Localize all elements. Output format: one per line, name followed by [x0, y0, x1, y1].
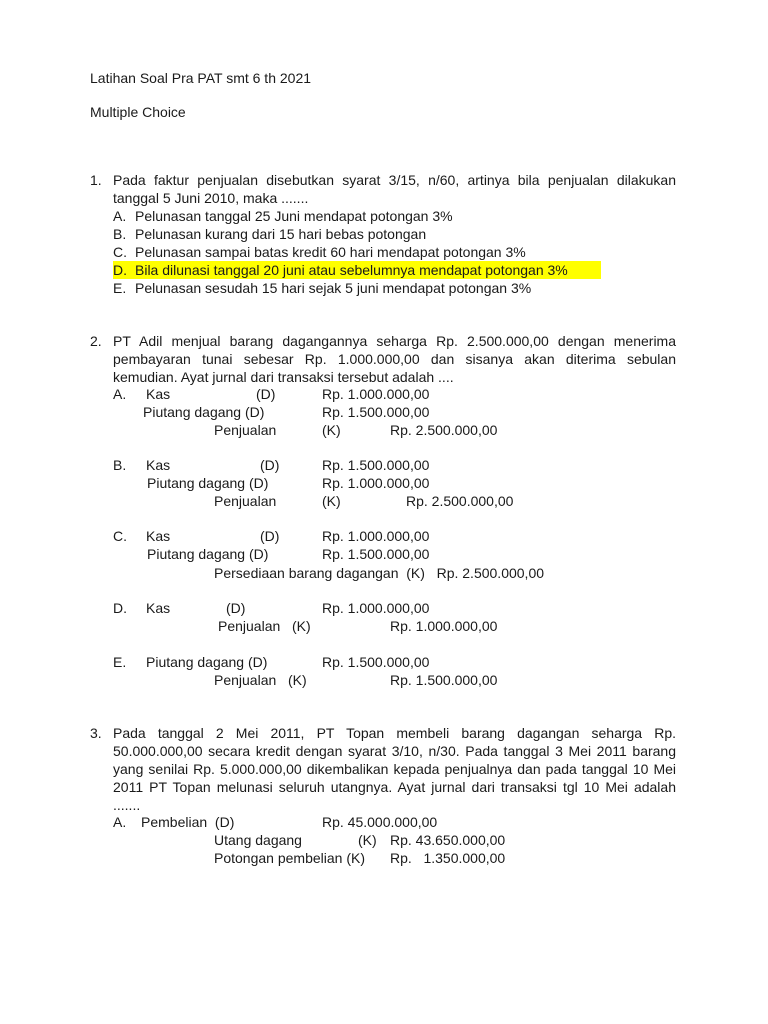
journal-amount: Rp. 1.500.000,00	[390, 672, 498, 688]
journal-amount: Rp. 1.500.000,00	[322, 404, 430, 420]
option-letter: D.	[113, 262, 127, 278]
question-text: Pada tanggal 2 Mei 2011, PT Topan membeli barang dagangan seharga Rp. 50.000.000,00 secara kredit dengan syarat 3/10, n/30. Pada tanggal 3 Mei 2011 barang yang senilai Rp. 5.000.000,00 dikembalikan kepada penjualnya dan pada tanggal 10 Mei 2011 PT Topan melunasi seluruh utangnya. Ayat jurnal dari transaksi tgl 10 Mei adalah .......	[113, 725, 676, 813]
journal-amount: Rp. 1.000.000,00	[322, 475, 430, 491]
journal-dk: (K)	[322, 493, 341, 509]
journal-amount: Rp. 1.000.000,00	[322, 528, 430, 544]
journal-amount: Rp. 43.650.000,00	[390, 832, 506, 848]
option-letter: C.	[113, 528, 127, 544]
journal-amount: Rp. 2.500.000,00	[406, 493, 514, 509]
option-text: Pelunasan sesudah 15 hari sejak 5 juni mendapat potongan 3%	[135, 280, 532, 296]
option-letter: C.	[113, 244, 127, 260]
document-subtitle: Multiple Choice	[90, 104, 186, 120]
question-number: 1.	[90, 172, 102, 188]
journal-amount: Rp. 1.000.000,00	[322, 386, 430, 402]
journal-amount: Rp. 1.000.000,00	[322, 600, 430, 616]
journal-account: Kas	[146, 386, 171, 402]
journal-account: Pembelian (D)	[141, 814, 235, 830]
journal-account: Kas	[146, 457, 171, 473]
highlighted-answer	[113, 261, 601, 279]
journal-amount: Rp. 1.500.000,00	[322, 546, 430, 562]
option-letter: A.	[113, 814, 127, 830]
journal-account: Penjualan	[214, 422, 277, 438]
document-title: Latihan Soal Pra PAT smt 6 th 2021	[90, 70, 312, 86]
option-letter: D.	[113, 600, 127, 616]
journal-amount: Rp. 1.350.000,00	[390, 850, 506, 866]
journal-account: Piutang dagang (D)	[143, 404, 265, 420]
journal-dk: (D)	[256, 386, 276, 402]
journal-dk: (K)	[358, 832, 377, 848]
option-text: Pelunasan kurang dari 15 hari bebas potongan	[135, 226, 427, 242]
question-number: 3.	[90, 725, 102, 741]
option-letter: E.	[113, 654, 127, 670]
journal-account: Penjualan (K)	[218, 618, 311, 634]
question-text: Pada faktur penjualan disebutkan syarat 3/15, n/60, artinya bila penjualan dilakukan tanggal 5 Juni 2010, maka .......	[113, 172, 676, 206]
journal-account: Piutang dagang (D)	[147, 475, 269, 491]
option-text: Bila dilunasi tanggal 20 juni atau sebelumnya mendapat potongan 3%	[135, 262, 568, 278]
journal-amount: Rp. 45.000.000,00	[322, 814, 438, 830]
journal-account: Piutang dagang (D)	[146, 654, 268, 670]
journal-dk: (D)	[260, 457, 280, 473]
journal-account: Kas	[146, 600, 171, 616]
journal-account: Penjualan	[214, 493, 277, 509]
journal-dk: (K)	[322, 422, 341, 438]
option-letter: B.	[113, 226, 127, 242]
journal-dk: (D)	[226, 600, 246, 616]
option-text: Pelunasan tanggal 25 Juni mendapat potongan 3%	[135, 208, 453, 224]
journal-entry: Persediaan barang dagangan (K) Rp. 2.500.000,00	[214, 565, 545, 581]
option-letter: B.	[113, 457, 127, 473]
journal-amount: Rp. 1.500.000,00	[322, 654, 430, 670]
journal-account: Utang dagang	[214, 832, 302, 848]
journal-account: Piutang dagang (D)	[147, 546, 269, 562]
question-number: 2.	[90, 333, 102, 349]
journal-amount: Rp. 1.500.000,00	[322, 457, 430, 473]
journal-dk: (D)	[260, 528, 280, 544]
option-letter: E.	[113, 280, 127, 296]
option-text: Pelunasan sampai batas kredit 60 hari mendapat potongan 3%	[135, 244, 526, 260]
option-letter: A.	[113, 208, 127, 224]
journal-amount: Rp. 2.500.000,00	[390, 422, 498, 438]
journal-amount: Rp. 1.000.000,00	[390, 618, 498, 634]
journal-account: Potongan pembelian (K)	[214, 850, 365, 866]
journal-account: Kas	[146, 528, 171, 544]
journal-account: Penjualan (K)	[214, 672, 307, 688]
option-letter: A.	[113, 386, 127, 402]
question-text: PT Adil menjual barang dagangannya seharga Rp. 2.500.000,00 dengan menerima pembayaran tunai sebesar Rp. 1.000.000,00 dan sisanya akan diterima sebulan kemudian. Ayat jurnal dari transaksi tersebut adalah ....	[113, 333, 676, 385]
